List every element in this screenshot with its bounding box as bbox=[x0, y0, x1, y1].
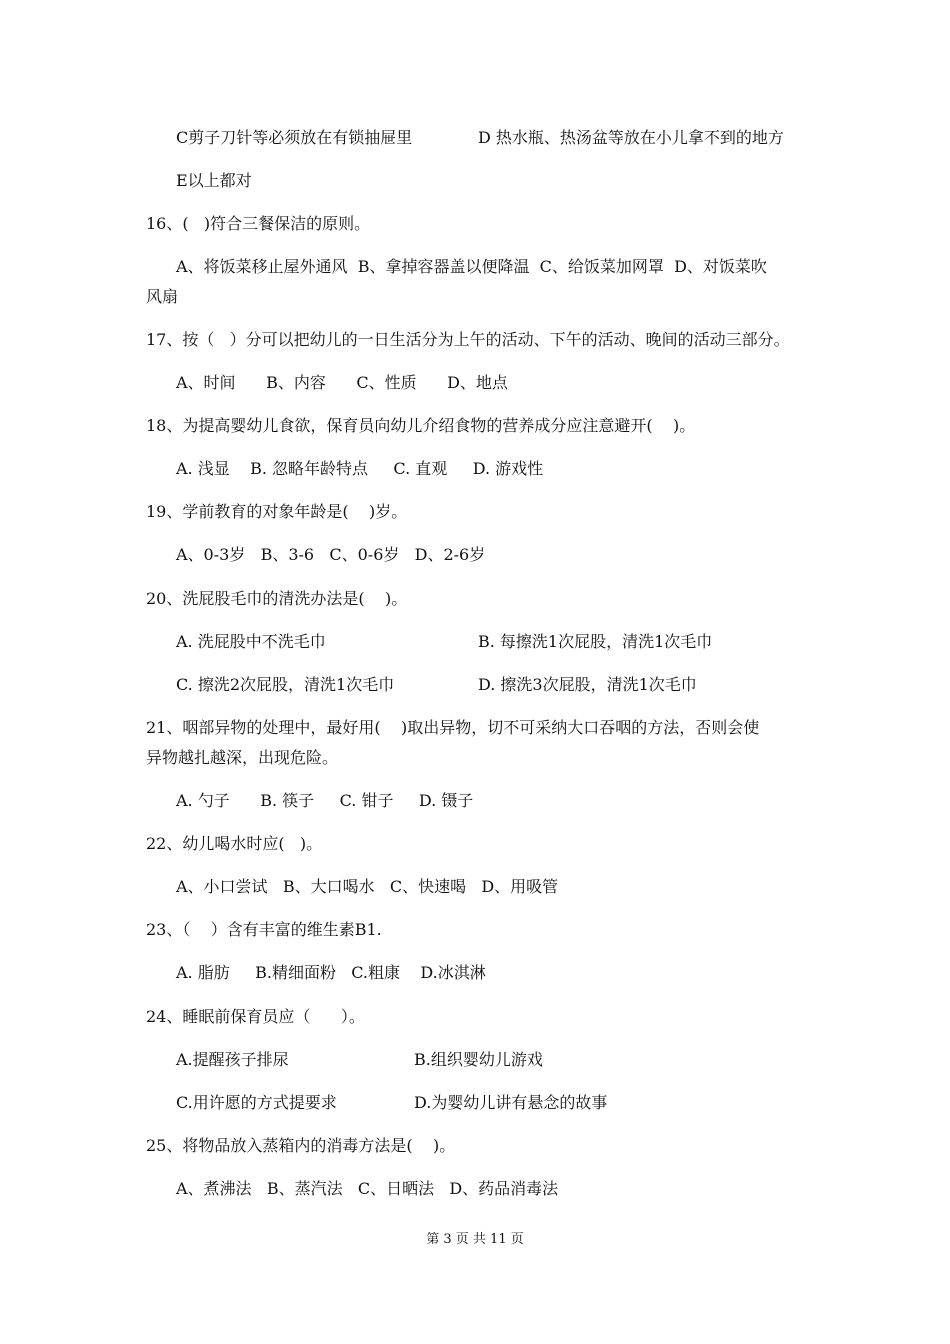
q25-options: A、煮沸法 B、蒸汽法 C、日晒法 D、药品消毒法 bbox=[176, 1179, 559, 1198]
q20-option-d: D. 擦洗3次屁股，清洗1次毛巾 bbox=[478, 675, 697, 694]
page-footer: 第 3 页 共 11 页 bbox=[426, 1232, 524, 1247]
q19-options: A、0-3岁 B、3-6 C、0-6岁 D、2-6岁 bbox=[176, 545, 486, 564]
q24-option-b: B.组织婴幼儿游戏 bbox=[414, 1050, 543, 1069]
q21-stem: 21、咽部异物的处理中，最好用( )取出异物，切不可采纳大口吞咽的方法，否则会使 bbox=[146, 718, 760, 737]
q24-stem: 24、睡眠前保育员应（ ）。 bbox=[146, 1007, 365, 1026]
q24-option-a: A.提醒孩子排尿 bbox=[176, 1050, 289, 1069]
q25-stem: 25、将物品放入蒸箱内的消毒方法是( )。 bbox=[146, 1136, 456, 1155]
q16-stem: 16、( )符合三餐保洁的原则。 bbox=[146, 214, 371, 233]
q20-option-c: C. 擦洗2次屁股，清洗1次毛巾 bbox=[176, 675, 395, 694]
q21-stem-wrap: 异物越扎越深，出现危险。 bbox=[146, 748, 339, 767]
q15-option-d: D 热水瓶、热汤盆等放在小儿拿不到的地方 bbox=[478, 128, 784, 147]
q18-options: A. 浅显 B. 忽略年龄特点 C. 直观 D. 游戏性 bbox=[176, 459, 544, 478]
q20-stem: 20、洗屁股毛巾的清洗办法是( )。 bbox=[146, 589, 408, 608]
q24-option-c: C.用许愿的方式提要求 bbox=[176, 1093, 337, 1112]
q22-options: A、小口尝试 B、大口喝水 C、快速喝 D、用吸管 bbox=[176, 877, 559, 896]
q23-options: A. 脂肪 B.精细面粉 C.粗康 D.冰淇淋 bbox=[176, 963, 486, 982]
q15-option-e: E以上都对 bbox=[176, 171, 252, 190]
q21-options: A. 勺子 B. 筷子 C. 钳子 D. 镊子 bbox=[176, 791, 474, 810]
q16-options: A、将饭菜移止屋外通风 B、拿掉容器盖以便降温 C、给饭菜加网罩 D、对饭菜吹 bbox=[176, 257, 767, 276]
q24-option-d: D.为婴幼儿讲有悬念的故事 bbox=[414, 1093, 608, 1112]
q20-option-b: B. 每擦洗1次屁股，清洗1次毛巾 bbox=[478, 632, 713, 651]
q22-stem: 22、幼儿喝水时应( )。 bbox=[146, 834, 323, 853]
q17-stem: 17、按（ ）分可以把幼儿的一日生活分为上午的活动、下午的活动、晚间的活动三部分。 bbox=[146, 330, 790, 349]
q18-stem: 18、为提高婴幼儿食欲，保育员向幼儿介绍食物的营养成分应注意避开( )。 bbox=[146, 416, 696, 435]
q19-stem: 19、学前教育的对象年龄是( )岁。 bbox=[146, 502, 408, 521]
q16-options-wrap: 风扇 bbox=[146, 287, 179, 306]
q23-stem: 23、（ ）含有丰富的维生素B1. bbox=[146, 920, 382, 939]
q15-option-c: C剪子刀针等必须放在有锁抽屉里 bbox=[176, 128, 413, 147]
q20-option-a: A. 洗屁股中不洗毛巾 bbox=[176, 632, 326, 651]
q17-options: A、时间 B、内容 C、性质 D、地点 bbox=[176, 373, 508, 392]
